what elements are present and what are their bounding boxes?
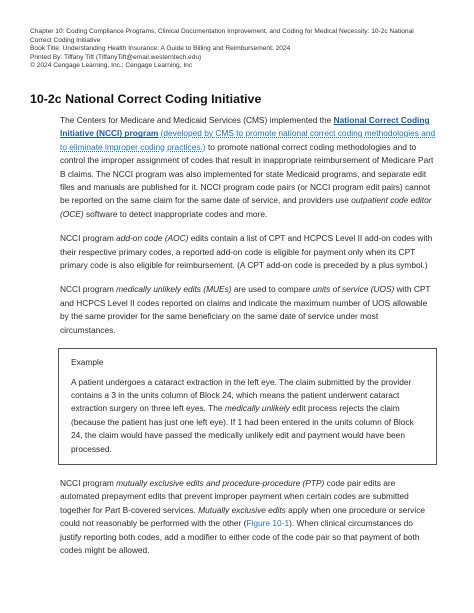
document-header [30, 28, 450, 71]
example-text: A patient undergoes a cataract extraction in the left eye. The claim submitted by the provider contains a 3 in the units column of Block 24, which means the patient underwent cataract extraction surgery on three left eyes. The medically unlikely edit process rejects the claim (because the patient has just one left eye). If 1 had been entered in the units column of Block 24, the claim would have passed the medically unlikely edit and payment would have been processed. [71, 376, 414, 454]
ncci-definition-popup[interactable]: (developed by CMS to promote national correct coding methodologies and to eliminate improper coding practices.) [60, 128, 436, 152]
paragraph-ptp-edits: NCCI program mutually exclusive edits and procedure-procedure (PTP) code pair edits are automated prepayment edits that prevent improper payment when certain codes are submitted together for Part B-covered services. Mutually exclusive edits apply when one procedure or service could not reasonably be performed with the other (Figure 10-1). When clinical circumstances do justify reporting both codes, add a modifier to either code of the code pair so that payment of both codes might be allowed. [60, 477, 426, 555]
ncci-program-link[interactable]: National Correct Coding Initiative (NCCI) program [60, 115, 430, 139]
section-body [60, 114, 436, 568]
figure-10-1-link[interactable]: Figure 10-1 [246, 518, 290, 529]
example-title: Example [71, 357, 104, 368]
paragraph-mue-edits: NCCI program medically unlikely edits (MUEs) are used to compare units of service (UOS) with CPT and HCPCS Level II codes reported on claims and indicate the maximum number of UOS allowable by the same provider for the same beneficiary on the same date of service under most circumstances. [60, 284, 431, 335]
header-chapter-line-cont: Correct Coding Initiative [30, 36, 101, 44]
header-copyright: © 2024 Cengage Learning, Inc.; Cengage Learning, Inc [30, 62, 193, 70]
header-printed-by: Printed By: Tiffany Tift (TiffanyTift@email.westerntech.edu) [30, 53, 202, 61]
paragraph-aoc-edits: NCCI program add-on code (AOC) edits contain a list of CPT and HCPCS Level II add-on codes with their respective primary codes, a reported add-on code is eligible for payment only when its CPT primary code is also eligible for reimbursement. (A CPT add-on code is preceded by a plus symbol.) [60, 233, 433, 271]
header-chapter-line: Chapter 10: Coding Compliance Programs, Clinical Documentation Improvement, and Coding for Medical Necessity: 10-2c National [30, 28, 414, 35]
paragraph-ncci-intro: The Centers for Medicare and Medicaid Services (CMS) implemented the National Correct Coding Initiative (NCCI) program (developed by CMS to promote national correct coding methodologies and to eliminate improper coding practices.) to promote national correct coding methodologies and to control the improper assignment of codes that result in inappropriate reimbursement of Medicare Part B claims. The NCCI program was also implemented for state Medicaid programs, and separate edit files and manuals are published for it. NCCI program code pairs (or NCCI program edit pairs) cannot be reported on the same claim for the same date of service, and providers use outpatient code editor (OCE) software to detect inappropriate codes and more. [60, 115, 436, 219]
header-book-title: Book Title: Understanding Health Insurance: A Guide to Billing and Reimbursement: 2024 [30, 45, 291, 53]
section-title: 10-2c National Correct Coding Initiative [30, 92, 262, 106]
example-box [58, 348, 437, 465]
